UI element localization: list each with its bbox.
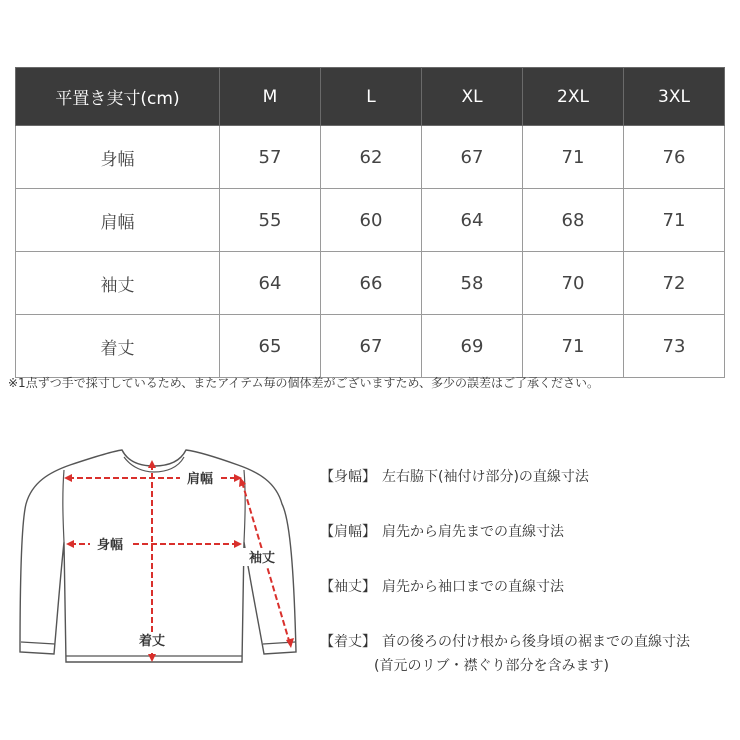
legend-item-body: [320, 466, 589, 486]
row-label: 着丈: [16, 315, 220, 378]
legend-text: 肩先から袖口までの直線寸法: [382, 579, 564, 595]
shirt-diagram: [10, 420, 300, 720]
table-cell: 72: [624, 252, 725, 315]
legend-text: 首の後ろの付け根から後身頃の裾までの直線寸法: [382, 634, 690, 650]
body-label: 身幅: [96, 538, 124, 553]
legend-item-length: [320, 631, 690, 651]
legend-tag: 【着丈】: [320, 634, 376, 650]
legend-item-shoulder: [320, 521, 564, 541]
legend-subtext: (首元のリブ・襟ぐり部分を含みます): [374, 658, 609, 674]
legend-item-sleeve: [320, 576, 564, 596]
table-cell: 55: [220, 189, 321, 252]
table-cell: 62: [321, 126, 422, 189]
length-label: 着丈: [138, 634, 166, 649]
table-header-row: [16, 68, 725, 126]
header-cell-measure: 平置き実寸(cm): [16, 68, 220, 126]
row-label: 身幅: [16, 126, 220, 189]
table-cell: 58: [422, 252, 523, 315]
table-cell: 71: [523, 315, 624, 378]
table-cell: 67: [422, 126, 523, 189]
table-cell: 64: [220, 252, 321, 315]
table-cell: 60: [321, 189, 422, 252]
table-cell: 64: [422, 189, 523, 252]
table-cell: 67: [321, 315, 422, 378]
table-row: [16, 189, 725, 252]
header-cell-3xl: 3XL: [624, 68, 725, 126]
table-cell: 76: [624, 126, 725, 189]
table-cell: 69: [422, 315, 523, 378]
size-table: [15, 67, 725, 378]
legend-text: 左右脇下(袖付け部分)の直線寸法: [382, 469, 589, 485]
legend-text: 肩先から肩先までの直線寸法: [382, 524, 564, 540]
row-label: 肩幅: [16, 189, 220, 252]
header-cell-m: M: [220, 68, 321, 126]
sleeve-label: 袖丈: [248, 551, 276, 566]
shoulder-label: 肩幅: [186, 472, 214, 487]
table-cell: 71: [523, 126, 624, 189]
table-cell: 70: [523, 252, 624, 315]
length-arrowhead-top: [148, 460, 156, 468]
table-cell: 68: [523, 189, 624, 252]
table-cell: 57: [220, 126, 321, 189]
legend-tag: 【身幅】: [320, 469, 376, 485]
measurement-note: ※1点ずつ手で採寸しているため、またアイテム毎の個体差がございますため、多少の誤差はご了承ください。: [8, 376, 600, 390]
header-cell-2xl: 2XL: [523, 68, 624, 126]
table-row: [16, 126, 725, 189]
table-row: [16, 315, 725, 378]
table-cell: 66: [321, 252, 422, 315]
row-label: 袖丈: [16, 252, 220, 315]
legend-tag: 【肩幅】: [320, 524, 376, 540]
header-cell-xl: XL: [422, 68, 523, 126]
header-cell-l: L: [321, 68, 422, 126]
legend-tag: 【袖丈】: [320, 579, 376, 595]
table-cell: 65: [220, 315, 321, 378]
table-row: [16, 252, 725, 315]
table-cell: 73: [624, 315, 725, 378]
table-cell: 71: [624, 189, 725, 252]
